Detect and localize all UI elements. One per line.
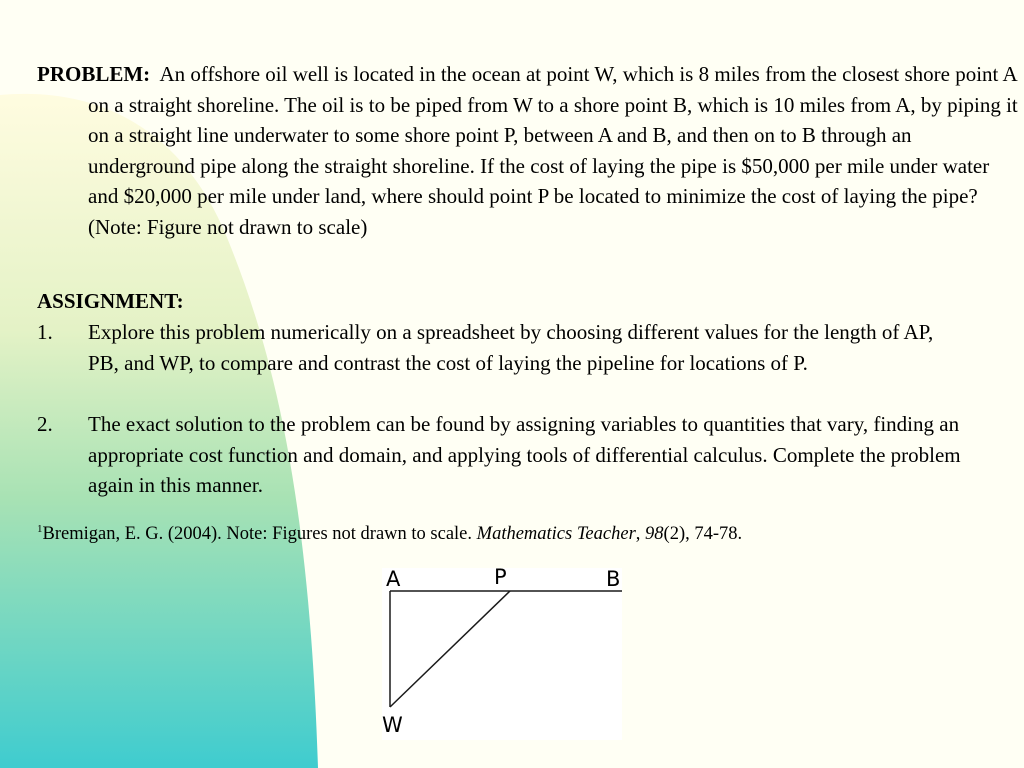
citation-journal: Mathematics Teacher	[476, 524, 636, 544]
assignment-heading: ASSIGNMENT:	[37, 289, 184, 313]
label-w: W	[382, 713, 403, 737]
citation-pages: (2), 74-78.	[663, 524, 743, 544]
item-text: The exact solution to the problem can be found by assigning variables to quantities that vary, finding an appropriate cost function and domain, and applying tools of differential calculus. Complete the problem again in this manner.	[88, 412, 961, 497]
problem-text: An offshore oil well is located in the ocean at point W, which is 8 miles from the closest shore point A on a straight shoreline. The oil is to be piped from W to a shore point B, which is 10 miles from A, by piping it on a straight line underwater to some shore point P, between A and B, and then on to B through an underground pipe along the straight shoreline. If the cost of laying the pipe is $50,000 per mile under water and $20,000 per mile under land, where should point P be located to minimize the cost of laying the pipe? (Note: Figure not drawn to scale)	[88, 62, 1018, 239]
label-p: P	[494, 565, 507, 589]
citation-authors: Bremigan, E. G. (2004). Note: Figures not drawn to scale.	[42, 524, 477, 544]
citation-volume: 98	[645, 524, 664, 544]
pipeline-figure	[372, 562, 632, 746]
problem-statement	[37, 59, 1018, 242]
label-a: A	[386, 567, 401, 591]
problem-label: PROBLEM:	[37, 62, 151, 86]
figure-background	[382, 568, 622, 740]
citation-separator: ,	[635, 524, 646, 544]
label-b: B	[606, 567, 621, 591]
item-number: 2.	[37, 412, 53, 436]
citation	[37, 516, 742, 547]
item-number: 1.	[37, 320, 53, 344]
footnote-marker: 1	[37, 523, 43, 535]
item-text: Explore this problem numerically on a spreadsheet by choosing different values for the length of AP, PB, and WP, to compare and contrast the cost of laying the pipeline for locations of P.	[88, 320, 934, 375]
